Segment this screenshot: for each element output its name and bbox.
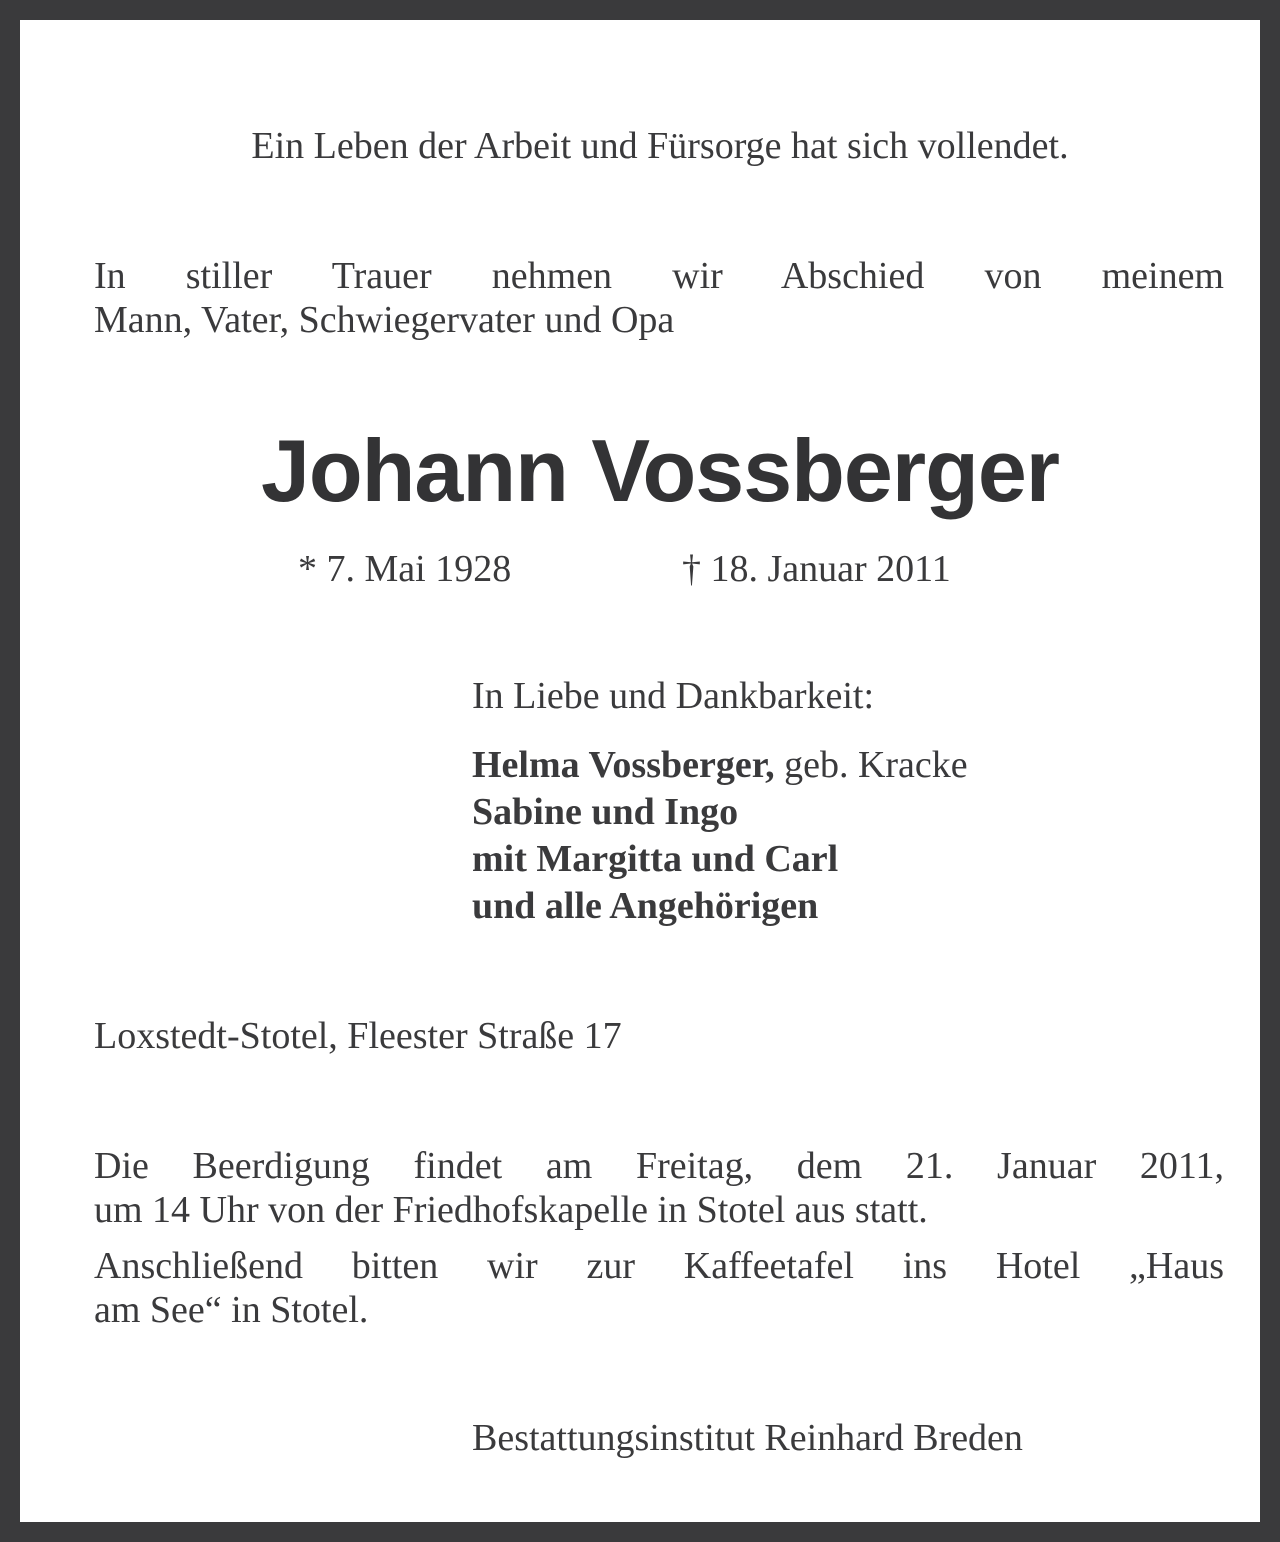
family-row-grandchildren: mit Margitta und Carl: [472, 838, 839, 880]
intro-line-1: In stiller Trauer nehmen wir Abschied von meinem: [94, 255, 1224, 297]
intro-line-2: Mann, Vater, Schwiegervater und Opa: [94, 299, 675, 341]
spouse-maiden-name: geb. Kracke: [774, 744, 968, 786]
undertaker: Bestattungsinstitut Reinhard Breden: [472, 1417, 1023, 1459]
family-row-spouse: [472, 742, 968, 789]
deceased-name: Johann Vossberger: [260, 421, 1060, 520]
family-row-children: Sabine und Ingo: [472, 791, 739, 833]
funeral-info: [94, 1144, 1224, 1232]
address: Loxstedt-Stotel, Fleester Straße 17: [94, 1015, 622, 1057]
thanks-heading: In Liebe und Dankbarkeit:: [472, 675, 875, 717]
intro-text: [94, 254, 1224, 342]
family-list: [472, 742, 968, 930]
funeral-line-2: um 14 Uhr von der Friedhofskapelle in Stotel aus statt.: [94, 1189, 928, 1231]
death-date: † 18. Januar 2011: [682, 548, 951, 590]
coffee-line-1: Anschließend bitten wir zur Kaffeetafel ins Hotel „Haus: [94, 1245, 1224, 1287]
coffee-info: [94, 1244, 1224, 1332]
birth-date: * 7. Mai 1928: [298, 548, 512, 590]
spouse-name: Helma Vossberger,: [472, 744, 775, 786]
coffee-line-2: am See“ in Stotel.: [94, 1289, 369, 1331]
motto-line: Ein Leben der Arbeit und Fürsorge hat sich vollendet.: [251, 125, 1069, 167]
family-row-relatives: und alle Angehörigen: [472, 885, 819, 927]
funeral-line-1: Die Beerdigung findet am Freitag, dem 21. Januar 2011,: [94, 1145, 1224, 1187]
